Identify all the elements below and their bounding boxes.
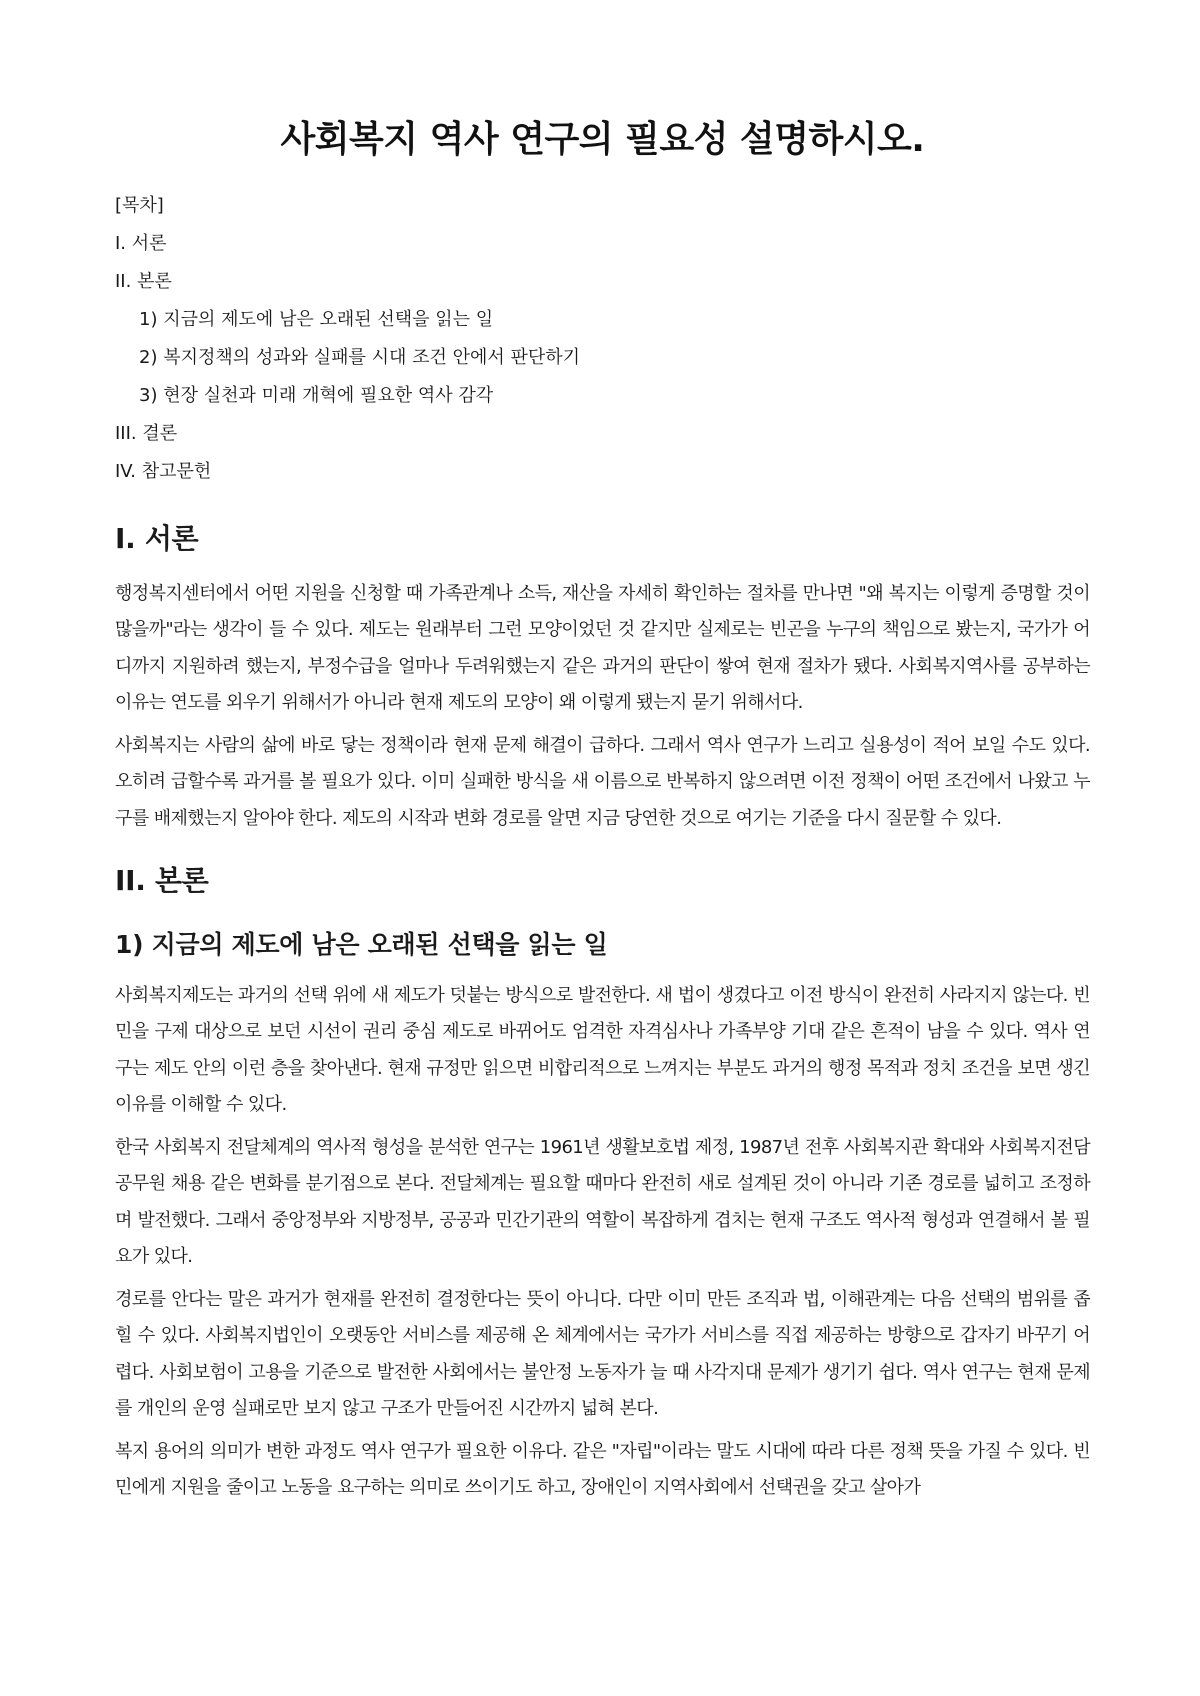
intro-section <box>115 521 1090 837</box>
body-paragraph: 복지 용어의 의미가 변한 과정도 역사 연구가 필요한 이유다. 같은 "자립"이라는 말도 시대에 따라 다른 정책 뜻을 가질 수 있다. 빈민에게 지원을 줄이고 노동을 요구하는 의미로 쓰이기도 하고, 장애인이 지역사회에서 선택권을 갖고 살아가 <box>115 1440 1090 1499</box>
body-section <box>115 863 1090 1507</box>
toc-item: III. 결론 <box>115 423 178 445</box>
toc-item: IV. 참고문헌 <box>115 461 212 483</box>
toc-heading: [목차] <box>115 195 164 217</box>
body-paragraph: 한국 사회복지 전달체계의 역사적 형성을 분석한 연구는 1961년 생활보호법 제정, 1987년 전후 사회복지관 확대와 사회복지전담공무원 채용 같은 변화를 분기점으로 본다. 전달체계는 필요할 때마다 완전히 새로 설계된 것이 아니라 기존 경로를 넓히고 조정하며 발전했다. 그래서 중앙정부와 지방정부, 공공과 민간기관의 역할이 복잡하게 겹치는 현재 구조도 역사적 형성과 연결해서 볼 필요가 있다. <box>115 1136 1090 1268</box>
toc-subitem: 3) 현장 실천과 미래 개혁에 필요한 역사 감각 <box>139 385 494 407</box>
body-paragraph: 사회복지제도는 과거의 선택 위에 새 제도가 덧붙는 방식으로 발전한다. 새 법이 생겼다고 이전 방식이 완전히 사라지지 않는다. 빈민을 구제 대상으로 보던 시선이 권리 중심 제도로 바뀌어도 엄격한 자격심사나 가족부양 기대 같은 흔적이 남을 수 있다. 역사 연구는 제도 안의 이런 층을 찾아낸다. 현재 규정만 읽으면 비합리적으로 느껴지는 부분도 과거의 행정 목적과 정치 조건을 보면 생긴 이유를 이해할 수 있다. <box>115 984 1090 1116</box>
intro-paragraph: 사회복지는 사람의 삶에 바로 닿는 정책이라 현재 문제 해결이 급하다. 그래서 역사 연구가 느리고 실용성이 적어 보일 수도 있다. 오히려 급할수록 과거를 볼 필요가 있다. 이미 실패한 방식을 새 이름으로 반복하지 않으려면 이전 정책이 어떤 조건에서 나왔고 누구를 배제했는지 알아야 한다. 제도의 시작과 변화 경로를 알면 지금 당연한 것으로 여기는 기준을 다시 질문할 수 있다. <box>115 734 1090 829</box>
intro-heading: I. 서론 <box>115 522 199 556</box>
body-heading: II. 본론 <box>115 864 209 898</box>
intro-paragraph: 행정복지센터에서 어떤 지원을 신청할 때 가족관계나 소득, 재산을 자세히 확인하는 절차를 만나면 "왜 복지는 이렇게 증명할 것이 많을까"라는 생각이 들 수 있다. 제도는 원래부터 그런 모양이었던 것 같지만 실제로는 빈곤을 누구의 책임으로 봤는지, 국가가 어디까지 지원하려 했는지, 부정수급을 얼마나 두려워했는지 같은 과거의 판단이 쌓여 현재 절차가 됐다. 사회복지역사를 공부하는 이유는 연도를 외우기 위해서가 아니라 현재 제도의 모양이 왜 이렇게 됐는지 묻기 위해서다. <box>115 582 1090 714</box>
toc-subitem: 2) 복지정책의 성과와 실패를 시대 조건 안에서 판단하기 <box>139 347 581 369</box>
toc-subitem: 1) 지금의 제도에 남은 오래된 선택을 읽는 일 <box>139 309 494 331</box>
body-paragraph: 경로를 안다는 말은 과거가 현재를 완전히 결정한다는 뜻이 아니다. 다만 이미 만든 조직과 법, 이해관계는 다음 선택의 범위를 좁힐 수 있다. 사회복지법인이 오랫동안 서비스를 제공해 온 체계에서는 국가가 서비스를 직접 제공하는 방향으로 갑자기 바꾸기 어렵다. 사회보험이 고용을 기준으로 발전한 사회에서는 불안정 노동자가 늘 때 사각지대 문제가 생기기 쉽다. 역사 연구는 현재 문제를 개인의 운영 실패로만 보지 않고 구조가 만들어진 시간까지 넓혀 본다. <box>115 1288 1090 1420</box>
toc-item: I. 서론 <box>115 233 167 255</box>
document-title: 사회복지 역사 연구의 필요성 설명하시오. <box>280 119 925 160</box>
table-of-contents <box>115 187 1090 491</box>
subsection-heading: 1) 지금의 제도에 남은 오래된 선택을 읽는 일 <box>115 930 608 960</box>
toc-item: II. 본론 <box>115 271 172 293</box>
